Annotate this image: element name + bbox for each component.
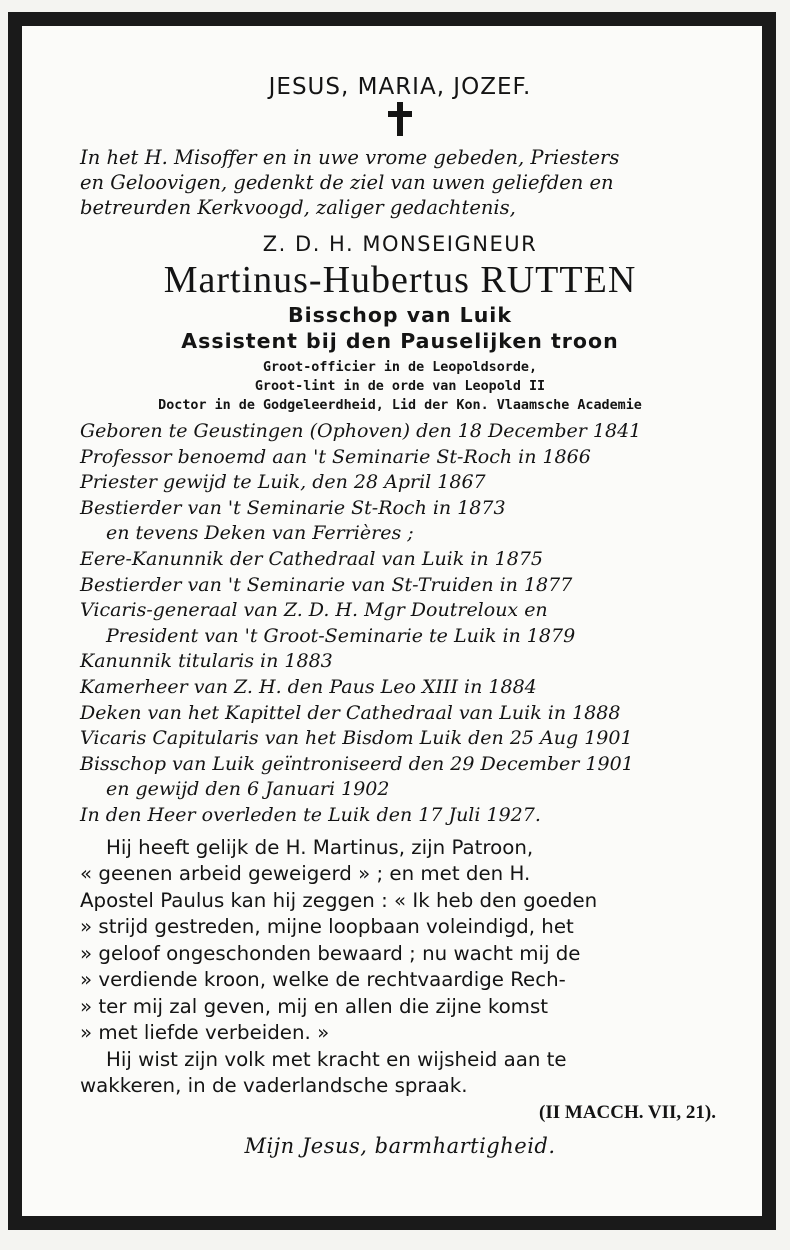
- bio-line: Geboren te Geustingen (Ophoven) den 18 December 1841: [80, 420, 642, 442]
- scripture-reference: (II MACCH. VII, 21).: [539, 1101, 716, 1123]
- bio-line: Vicaris-generaal van Z. D. H. Mgr Doutreloux en: [80, 599, 548, 622]
- quote-line: » verdiende kroon, welke de rechtvaardige Rech-: [80, 968, 566, 991]
- bio-line: Vicaris Capitularis van het Bisdom Luik den 25 Aug 1901: [80, 727, 633, 750]
- bio-line: President van 't Groot-Seminarie te Luik in 1879: [106, 624, 576, 647]
- header-invocation: JESUS, MARIA, JOZEF.: [268, 74, 532, 100]
- bio-line: Kanunnik titularis in 1883: [80, 650, 333, 673]
- intro-text: [80, 145, 720, 220]
- honorific-title: Z. D. H. MONSEIGNEUR: [262, 232, 538, 256]
- bio-line: Kamerheer van Z. H. den Paus Leo XIII in 1884: [80, 675, 537, 698]
- intro-line: en Geloovigen, gedenkt de ziel van uwen geliefden en: [80, 171, 614, 194]
- quote-line: Hij wist zijn volk met kracht en wijsheid aan te: [106, 1047, 567, 1071]
- quote-line: » ter mij zal geven, mij en allen die zijne komst: [80, 994, 549, 1018]
- order-line: Groot-officier in de Leopoldsorde,: [262, 360, 538, 375]
- deceased-name: Martinus-Hubertus RUTTEN: [163, 259, 637, 301]
- bio-line: Bestierder van 't Seminarie van St-Truiden in 1877: [80, 573, 573, 596]
- quote-line: Apostel Paulus kan hij zeggen : « Ik heb den goeden: [80, 888, 598, 912]
- order-line: Groot-lint in de orde van Leopold II: [254, 379, 546, 394]
- bio-line: Bestierder van 't Seminarie St-Roch in 1873: [80, 496, 506, 519]
- card-content: [22, 26, 762, 1216]
- role-assistant: Assistent bij den Pauselijken troon: [181, 329, 619, 353]
- bio-line: In den Heer overleden te Luik den 17 Juli 1927.: [80, 803, 541, 826]
- bio-line: en tevens Deken van Ferrières ;: [106, 522, 414, 545]
- quote-line: » geloof ongeschonden bewaard ; nu wacht mij de: [80, 941, 581, 965]
- quote-line: wakkeren, in de vaderlandsche spraak.: [80, 1074, 468, 1097]
- intro-line: In het H. Misoffer en in uwe vrome gebeden, Priesters: [80, 146, 620, 169]
- scripture-quote: [80, 835, 720, 1100]
- latin-cross-icon: [80, 102, 720, 143]
- bio-line: en gewijd den 6 Januari 1902: [106, 778, 390, 801]
- biography: [80, 419, 720, 829]
- bio-line: Deken van het Kapittel der Cathedraal van Luik in 1888: [80, 701, 621, 724]
- latin-cross-icon-glyph: [387, 102, 413, 136]
- orders-list: [80, 358, 720, 415]
- memorial-card: [8, 12, 776, 1230]
- bio-line: Eere-Kanunnik der Cathedraal van Luik in 1875: [80, 547, 544, 570]
- quote-line: Hij heeft gelijk de H. Martinus, zijn Patroon,: [106, 835, 534, 859]
- order-line: Doctor in de Godgeleerdheid, Lid der Kon. Vlaamsche Academie: [158, 398, 642, 413]
- quote-line: » strijd gestreden, mijne loopbaan voleindigd, het: [80, 915, 574, 938]
- bio-line: Professor benoemd aan 't Seminarie St-Roch in 1866: [80, 445, 591, 468]
- closing-prayer: Mijn Jesus, barmhartigheid.: [244, 1133, 556, 1158]
- bio-line: Priester gewijd te Luik, den 28 April 1867: [80, 471, 486, 494]
- quote-line: » met liefde verbeiden. »: [80, 1021, 330, 1044]
- intro-line: betreurden Kerkvoogd, zaliger gedachtenis,: [80, 196, 516, 219]
- role-bishop: Bisschop van Luik: [288, 303, 512, 327]
- quote-line: « geenen arbeid geweigerd » ; en met den H.: [80, 862, 531, 885]
- bio-line: Bisschop van Luik geïntroniseerd den 29 December 1901: [80, 752, 634, 775]
